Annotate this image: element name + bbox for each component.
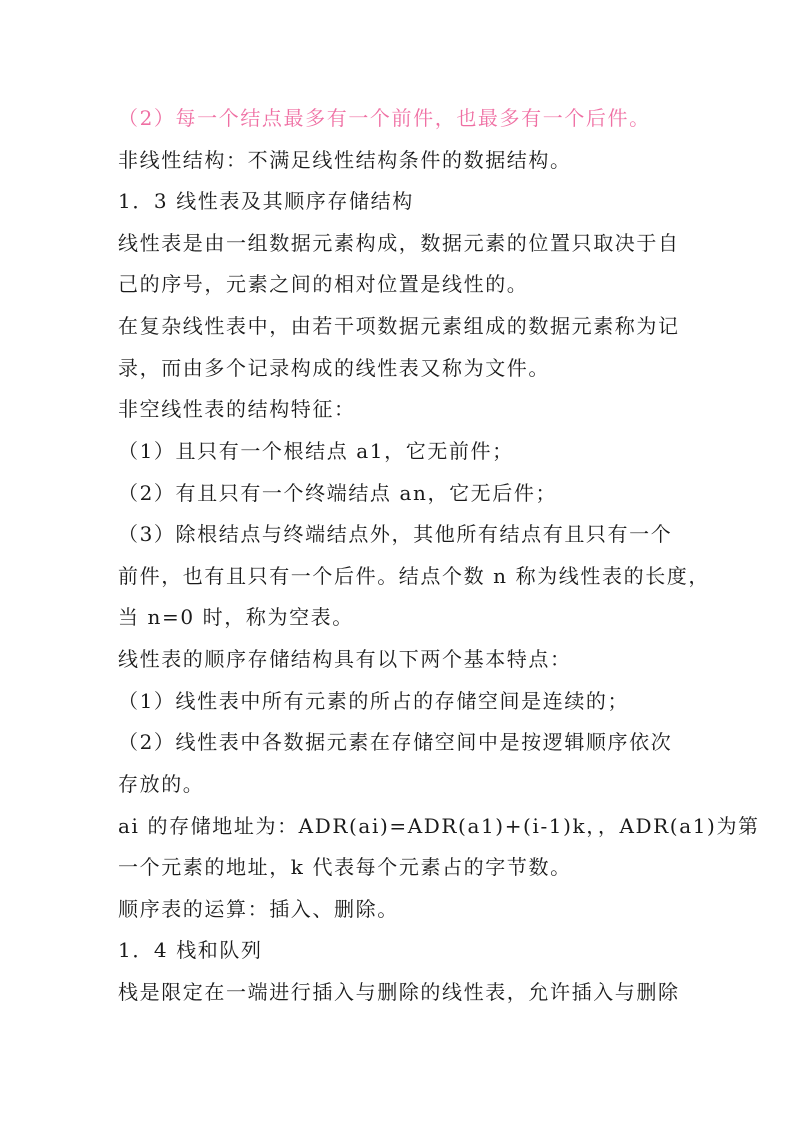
text-line-14: 线性表的顺序存储结构具有以下两个基本特点： [118, 647, 572, 671]
text-line-8: 非空线性表的结构特征： [118, 397, 356, 421]
text-line-19: 一个元素的地址，k 代表每个元素占的字节数。 [118, 855, 572, 879]
text-line-18: ai 的存储地址为：ADR(ai)=ADR(a1)+(i-1)k，，ADR(a1)为第 [118, 814, 760, 838]
text-line-1: （2）每一个结点最多有一个前件，也最多有一个后件。 [118, 106, 651, 130]
text-line-6: 在复杂线性表中，由若干项数据元素组成的数据元素称为记 [118, 314, 680, 338]
text-line-12: 前件，也有且只有一个后件。结点个数 n 称为线性表的长度， [118, 564, 710, 588]
text-line-5: 己的序号，元素之间的相对位置是线性的。 [118, 272, 529, 296]
text-line-13: 当 n=0 时，称为空表。 [118, 605, 354, 629]
section-heading-1-4: 1．4 栈和队列 [118, 938, 263, 962]
text-line-4: 线性表是由一组数据元素构成，数据元素的位置只取决于自 [118, 231, 680, 255]
text-line-15: （1）线性表中所有元素的所占的存储空间是连续的； [118, 689, 630, 713]
text-line-22: 栈是限定在一端进行插入与删除的线性表，允许插入与删除 [118, 980, 680, 1004]
text-line-16: （2）线性表中各数据元素在存储空间中是按逻辑顺序依次 [118, 730, 673, 754]
text-line-7: 录，而由多个记录构成的线性表又称为文件。 [118, 356, 550, 380]
text-line-10: （2）有且只有一个终端结点 an，它无后件； [118, 481, 558, 505]
text-line-9: （1）且只有一个根结点 a1，它无前件； [118, 439, 514, 463]
text-line-20: 顺序表的运算：插入、删除。 [118, 897, 399, 921]
text-line-17: 存放的。 [118, 772, 205, 796]
text-line-11: （3）除根结点与终端结点外，其他所有结点有且只有一个 [118, 522, 673, 546]
text-line-2: 非线性结构：不满足线性结构条件的数据结构。 [118, 148, 572, 172]
section-heading-1-3: 1．3 线性表及其顺序存储结构 [118, 189, 414, 213]
